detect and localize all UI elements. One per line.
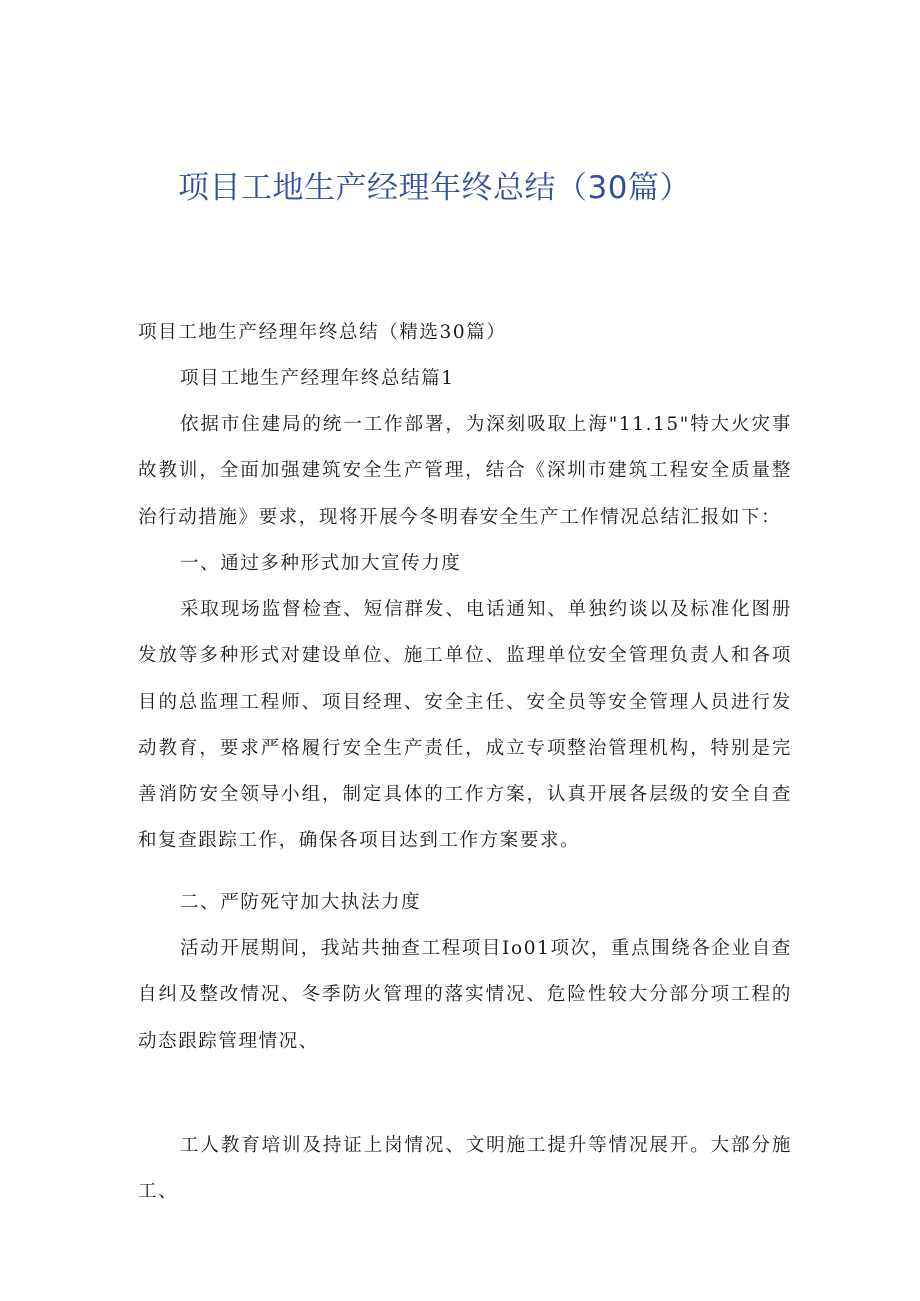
document-title: 项目工地生产经理年终总结（30篇） (178, 170, 691, 206)
paragraph-three: 工人教育培训及持证上岗情况、文明施工提升等情况展开。大部分施工、 (138, 1135, 792, 1203)
paragraph-two: 活动开展期间，我站共抽查工程项目Io01项次，重点围绕各企业自查自纠及整改情况、冬季防火管理的落实情况、危险性较大分部分项工程的动态跟踪管理情况、 (138, 938, 792, 1052)
document-subtitle: 项目工地生产经理年终总结（精选30篇） (138, 322, 507, 343)
heading-one: 一、通过多种形式加大宣传力度 (180, 553, 462, 574)
intro-paragraph: 依据市住建局的统一工作部署，为深刻吸取上海"11.15"特大火灾事故教训，全面加强建筑安全生产管理，结合《深圳市建筑工程安全质量整治行动措施》要求，现将开展今冬明春安全生产工作情况总结汇报如下： (138, 414, 792, 528)
paragraph-one: 采取现场监督检查、短信群发、电话通知、单独约谈以及标准化图册发放等多种形式对建设单位、施工单位、监理单位安全管理负责人和各项目的总监理工程师、项目经理、安全主任、安全员等安全管理人员进行发动教育，要求严格履行安全生产责任，成立专项整治管理机构，特别是完善消防安全领导小组，制定具体的工作方案，认真开展各层级的安全自查和复查跟踪工作，确保各项目达到工作方案要求。 (138, 599, 792, 852)
section-heading: 项目工地生产经理年终总结篇1 (180, 368, 455, 389)
heading-two: 二、严防死守加大执法力度 (180, 892, 422, 913)
